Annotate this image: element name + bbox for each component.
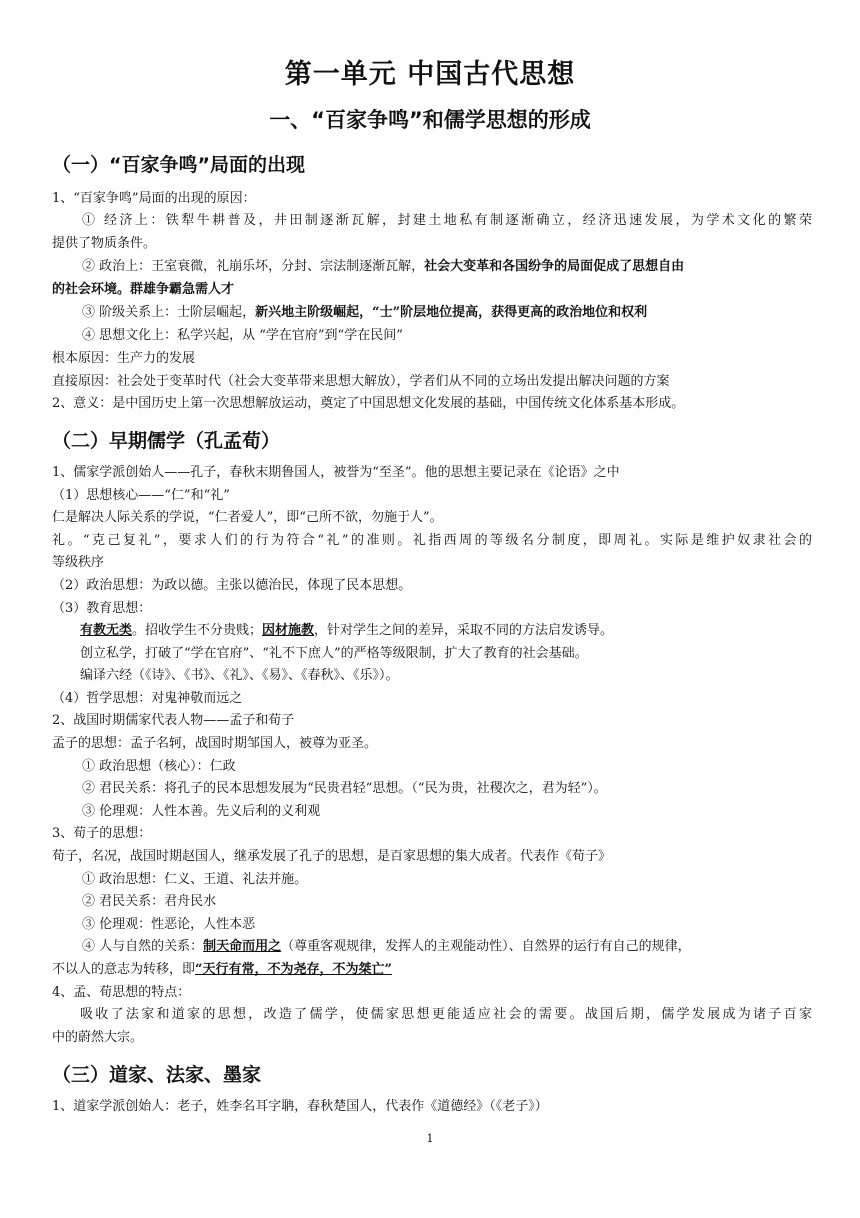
text-line: 直接原因：社会处于变革时代（社会大变革带来思想大解放），学者们从不同的立场出发提出解决问题的方案 [52, 374, 670, 389]
text-line: ① 经济上：铁犁牛耕普及，井田制逐渐瓦解，封建土地私有制逐渐确立，经济迅速发展，为学术文化的繁荣 [82, 213, 812, 228]
text-run: （尊重客观规律，发挥人的主观能动性）、自然界的运行有自己的规律， [281, 939, 691, 954]
underlined-bold-text: 有教无类 [80, 623, 133, 638]
text-line: 3、荀子的思想： [52, 826, 152, 841]
text-run: ④ 人与自然的关系： [82, 939, 204, 954]
text-line: 荀子，名况，战国时期赵国人，继承发展了孔子的思想，是百家思想的集大成者。代表作《荀子》 [52, 849, 612, 864]
text-line: ③ 伦理观：人性本善。先义后利的义利观 [82, 804, 321, 819]
text-line: 吸收了法家和道家的思想，改造了儒学，使儒家思想更能适应社会的需要。战国后期，儒学发展成为诸子百家 [80, 1007, 812, 1022]
text-line [52, 959, 812, 981]
text-line: 2、战国时期儒家代表人物——孟子和荀子 [52, 713, 295, 728]
underlined-bold-text: 因材施教 [262, 623, 315, 638]
text-line: 编译六经（《诗》、《书》、《礼》、《易》、《春秋》、《乐》）。 [80, 668, 399, 683]
text-line: 礼。“克己复礼”，要求人们的行为符合“礼”的准则。礼指西周的等级名分制度，即周礼。实际是维护奴隶社会的 [52, 533, 812, 548]
text-line [82, 936, 812, 958]
bold-text-line: 的社会环境。群雄争霸急需人才 [52, 282, 235, 297]
text-run: 。招收学生不分贵贱； [132, 623, 263, 638]
text-line: 4、孟、荀思想的特点： [52, 985, 191, 1000]
text-line: （2）政治思想：为政以德。主张以德治民，体现了民本思想。 [52, 578, 412, 593]
text-line: ① 政治思想（核心）：仁政 [82, 759, 236, 774]
text-line: ① 政治思想：仁义、王道、礼法并施。 [82, 872, 308, 887]
text-line: ② 君民关系：将孔子的民本思想发展为“民贵君轻”思想。（“民为贵，社稷次之，君为轻”）。 [82, 781, 607, 796]
text-line: ② 君民关系：君舟民水 [82, 894, 217, 909]
text-line: （3）教育思想： [52, 601, 152, 616]
bold-text: 新兴地主阶级崛起，“士”阶层地位提高，获得更高的政治地位和权利 [255, 305, 648, 320]
text-run: 不以人的意志为转移，即 [52, 962, 196, 977]
text-line: 创立私学，打破了“学在官府”、“礼不下庶人”的严格等级限制，扩大了教育的社会基础。 [80, 646, 588, 661]
section-subtitle: 一、“百家争鸣”和儒学思想的形成 [269, 108, 591, 132]
heading-s1: （一）“百家争鸣”局面的出现 [52, 154, 305, 176]
text-line: 1、“百家争鸣”局面的出现的原因： [52, 191, 256, 206]
text-line: 1、儒家学派创始人——孔子，春秋末期鲁国人，被誉为“至圣”。他的思想主要记录在《论语》之中 [52, 465, 620, 480]
heading-s2: （二）早期儒学（孔孟荀） [52, 430, 281, 452]
text-run: ，针对学生之间的差异，采取不同的方法启发诱导。 [314, 623, 614, 638]
text-line: 根本原因：生产力的发展 [52, 351, 196, 366]
text-line: 等级秩序 [52, 555, 105, 570]
underlined-bold-text: 制天命而用之 [203, 939, 282, 954]
text-line: 提供了物质条件。 [52, 236, 157, 251]
text-line: （1）思想核心——“仁”和“礼” [52, 488, 230, 503]
text-line: 1、道家学派创始人：老子，姓李名耳字聃，春秋楚国人，代表作《道德经》（《老子》） [52, 1099, 548, 1114]
text-line: 2、意义：是中国历史上第一次思想解放运动，奠定了中国思想文化发展的基础，中国传统文化体系基本形成。 [52, 396, 685, 411]
text-line [80, 620, 812, 642]
text-line: ④ 思想文化上：私学兴起，从 “学在官府”到“学在民间” [82, 328, 403, 343]
page-title: 第一单元 中国古代思想 [284, 59, 576, 90]
text-run: ③ 阶级关系上：士阶层崛起， [82, 305, 256, 320]
text-line [82, 302, 812, 324]
text-line [82, 256, 812, 278]
text-run: ② 政治上：王室衰微，礼崩乐坏，分封、宗法制逐渐瓦解， [82, 259, 425, 274]
underlined-bold-text: “天行有常，不为尧存，不为桀亡” [195, 962, 392, 977]
bold-text: 社会大变革和各国纷争的局面促成了思想自由 [424, 259, 685, 274]
text-line: （4）哲学思想：对鬼神敬而远之 [52, 691, 243, 706]
text-line: 中的蔚然大宗。 [52, 1030, 144, 1045]
page-number: 1 [426, 1132, 434, 1145]
text-line: 孟子的思想：孟子名轲，战国时期邹国人，被尊为亚圣。 [52, 736, 378, 751]
text-line: ③ 伦理观：性恶论，人性本恶 [82, 917, 256, 932]
text-line: 仁是解决人际关系的学说，“仁者爱人”，即“己所不欲，勿施于人”。 [52, 510, 443, 525]
heading-s3: （三）道家、法家、墨家 [52, 1064, 262, 1086]
